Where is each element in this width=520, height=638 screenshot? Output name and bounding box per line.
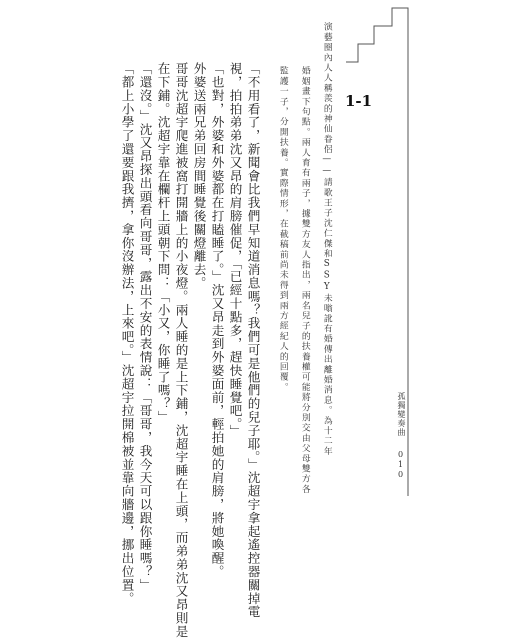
page-number: 010 xyxy=(396,450,405,480)
body-column: 「也對，外婆和外婆都在打瞌睡了。」沈又昂走到外婆面前，輕拍她的肩膀，將她喚醒。 xyxy=(209,62,225,579)
section-number: 1-1 xyxy=(345,92,373,110)
news-line: 演藝圈內人人稱羨的神仙眷侶——請歌王子沈仁傑和SSY未嗡訛有婚傳出離婚消息。為十二年 xyxy=(321,22,332,457)
body-column: 在下鋪。沈超宇靠在欄杆上頭朝下問：「小又，你睡了嗎？」 xyxy=(155,62,171,424)
body-column: 外婆送兩兄弟回房間睡覺後關燈離去。 xyxy=(191,62,207,290)
news-line: 婚姻畫下句點。兩人育有兩子，據雙方友人指出，兩名兒子的扶養權可能將分別交由父母雙方各 xyxy=(299,66,310,495)
body-column: 視，拍拍弟弟沈又昂的肩膀催促，「已經十點多，趕快睡覺吧。」 xyxy=(227,62,243,438)
body-column: 「還沒。」沈又昂探出頭看向哥哥，露出不安的表情說：「哥哥，我今天可以跟你睡嗎？」 xyxy=(137,62,153,592)
news-line: 監護一子，分開扶養。實際情形，在截稿前尚未得到兩方經紀人的回覆。 xyxy=(277,66,288,393)
body-column: 「都上小學了還要跟我擠，拿你沒辦法，上來吧。」沈超宇拉開棉被並靠向牆邊，挪出位置。 xyxy=(119,62,135,606)
body-column: 哥哥沈超宇爬進被窩打開牆上的小夜燈。兩人睡的是上下鋪，沈超宇睡在上頭，而弟弟沈又昂則是 xyxy=(173,62,189,638)
running-title: 孤獨變奏曲 xyxy=(397,392,406,437)
body-column: 「不用看了，新聞會比我們早知道消息嗎？我們可是他們的兒子耶。」沈超宇拿起遙控器關掉電 xyxy=(245,62,261,619)
